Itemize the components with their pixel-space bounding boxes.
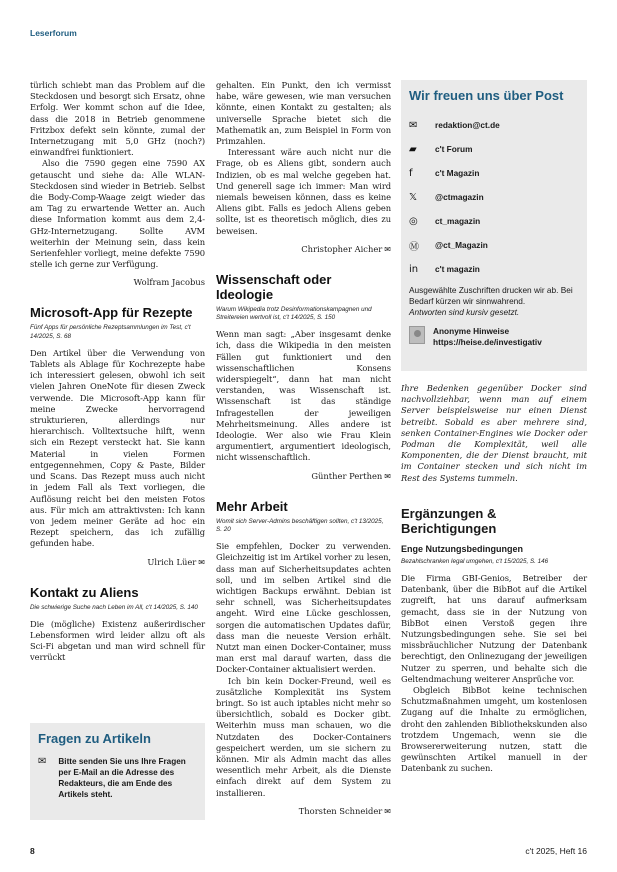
paragraph: gehalten. Ein Punkt, den ich vermisst habe, wäre gewesen, wie man versuchen könnte, einen Kontakt zu gestalten; als universelle Sprache bietet sich die Mathematik an, zum Beispiel in Form von Primzahlen.: [216, 80, 391, 147]
envelope-icon[interactable]: ✉: [198, 557, 205, 567]
signature: Thorsten Schneider ✉: [298, 805, 391, 816]
issue-label: c't 2025, Heft 16: [525, 846, 587, 856]
anonymous-link[interactable]: https://heise.de/investigativ: [433, 337, 542, 347]
letter-body: [216, 541, 391, 799]
contact-box: [401, 80, 587, 371]
questions-box: [30, 723, 205, 820]
signature: Ulrich Lüer ✉: [147, 556, 205, 567]
paragraph: Interessant wäre auch nicht nur die Frage, ob es Aliens gibt, sondern auch Indizien, ob es mal welche gegeben hat. Und generell sage ich immer: Man wird niemals beweisen können, dass es keine Aliens gibt. Falls es jedoch Aliens geben sollte, ist es theoretisch möglich, dies zu beweisen.: [216, 147, 391, 236]
signature: Günther Perthen ✉: [311, 470, 391, 481]
contact-facebook[interactable]: f c't Magazin: [409, 167, 480, 179]
anonymous-icon: [409, 326, 425, 344]
envelope-icon[interactable]: ✉: [384, 471, 391, 481]
paragraph: türlich schiebt man das Problem auf die Steckdosen und besorgt sich Ersatz, ohne Erfolg. Wer kommt schon auf die Idee, dass die 2018 in Betrieb genommene Fritzbox defekt sein könnte, zumal der Internetzugang mit 5,0 GHz (noch?) einwandfrei funktioniert.: [30, 80, 205, 158]
anonymous-tips[interactable]: Anonyme Hinweise https://heise.de/investigativ: [409, 326, 579, 348]
letter-reference: Die schwierige Suche nach Leben im All, c't 14/2025, S. 140: [30, 603, 198, 611]
linkedin-icon: in: [409, 263, 419, 275]
letter-body: [30, 348, 205, 550]
paragraph: Ich bin kein Docker-Freund, weil es zusätzliche Komplexität ins System bringt. So ist auch iptables nicht mehr so übersichtlich, sobald es Docker gibt. Weiterhin muss man schauen, wo die Nutzdaten des Docker-Containers gespeichert werden, um sie sichern zu können. Mir als Admin macht das alles wesentlich mehr Arbeit, als die Dienste einfach direkt auf dem System zu installieren.: [216, 675, 391, 798]
section-label: Leserforum: [30, 28, 77, 38]
editor-reply: Ihre Bedenken gegenüber Docker sind nachvollziehbar, wenn man auf einem Server beispielsweise nur einen Dienst betreibt. Sobald es aber mehrere sind, senken Container-Engines wie Docker oder Podman die Komplexität, weil alle Komponenten, die der Dienst braucht, mit im Container stecken und sich nicht im Rest des Systems tummeln.: [401, 383, 587, 483]
contact-box-title: Wir freuen uns über Post: [409, 88, 564, 103]
paragraph: Also die 7590 gegen eine 7590 AX getauscht und siehe da: Alle WLAN-Steckdosen sind wieder in Betrieb. Selbst die Body-Comp-Waage zeigt wieder das am Tag zu erwartende Wetter an. Auch diese Information kommt aus dem 2,4-GHz-Internetzugang. Sollte AVM weiterhin der Meinung sein, dass kein Serienfehler vorliegt, meine defekte 7590 stelle ich gerne zur Verfügung.: [30, 158, 205, 270]
contact-email[interactable]: ✉ redaktion@ct.de: [409, 119, 500, 131]
x-icon: 𝕏: [409, 191, 418, 203]
column-1: [30, 80, 205, 664]
contact-mastodon[interactable]: Ⓜ @ct_Magazin: [409, 233, 579, 257]
envelope-icon: ✉: [38, 756, 47, 767]
contact-instagram[interactable]: ◎ ct_magazin: [409, 215, 481, 227]
paragraph: Wenn man sagt: „Aber insgesamt denke ich, dass die Wikipedia in den meisten Fällen gut funktioniert und den wissenschaftlichen Konsens widerspiegelt“, dann hat man nicht verstanden, was Wissenschaft ist. Wissenschaft ist das ständige Infragestellen der jeweiligen Mehrheitsmeinung. Alles andere ist Ideologie. Wer also wie Frau Klein argumentiert, argumentiert ideologisch, nicht wissenschaftlich.: [216, 329, 391, 463]
letter-intro-body: [30, 80, 205, 270]
column-2: [216, 80, 391, 816]
corrections-title: Ergänzungen & Berichtigungen: [401, 505, 497, 536]
column-3: [401, 80, 587, 775]
correction-title: Enge Nutzungsbedingungen: [401, 543, 523, 554]
correction-body: [401, 573, 587, 775]
letter-reference: Warum Wikipedia trotz Desinformationskampagnen und Streitereien wertvoll ist, c't 14/2025, S. 150: [216, 305, 372, 322]
letter-title: Microsoft-App für Rezepte: [30, 305, 193, 321]
forum-icon: ▰: [409, 143, 417, 155]
questions-box-title: Fragen zu Artikeln: [38, 731, 151, 746]
paragraph: Die (mögliche) Existenz außerirdischer Lebensformen wird leider allzu oft als Sci-Fi abgetan und man wird schnell für verrückt: [30, 618, 205, 663]
letter-body: [216, 329, 391, 463]
letter-title: Kontakt zu Aliens: [30, 584, 139, 600]
envelope-icon[interactable]: ✉: [384, 806, 391, 816]
letter-body: [30, 619, 205, 664]
page-number: 8: [30, 846, 35, 856]
paragraph: Sie empfehlen, Docker zu verwenden. Gleichzeitig ist im Artikel vorher zu lesen, dass man auf Sicherheitsupdates achten soll, und im selben Artikel sind die wichtigen Backups erwähnt. Debian ist sehr schnell, was Sicherheitsupdates angeht. Wird eine Lücke geschlossen, sorgen die automatischen Updates dafür, dass man die neueste Version erhält. Nutzt man einen Docker-Container, muss man erst mal darauf warten, dass die Docker-Container aktualisiert werden.: [216, 541, 391, 675]
letter-title: Mehr Arbeit: [216, 498, 288, 514]
facebook-icon: f: [409, 167, 413, 179]
signature: Christopher Aicher ✉: [301, 243, 391, 254]
letter-reference: Fünf Apps für persönliche Rezeptsammlungen im Test, c't 14/2025, S. 68: [30, 324, 191, 340]
letter-reference: Womit sich Server-Admins beschäftigen sollten, c't 13/2025, S. 20: [216, 517, 384, 533]
envelope-icon: ✉: [409, 119, 418, 131]
paragraph: Die Firma GBI-Genios, Betreiber der Datenbank, über die BibBot auf die Artikel zugreift, hat uns darauf aufmerksam gemacht, dass sie in der Nutzung von BibBot einen Verstoß gegen ihre Nutzungsbedingungen sehe. Sie sei bei missbräuchlicher Nutzung der Datenbank berechtigt, den Onlinezugang der jeweiligen Nutzer zu sperren, und behalte sich die Geltendmachung weiterer Ansprüche vor.: [401, 573, 587, 684]
envelope-icon[interactable]: ✉: [384, 244, 391, 254]
mastodon-icon: Ⓜ: [409, 241, 419, 253]
contact-forum[interactable]: ▰ c't Forum: [409, 143, 473, 155]
signature: Wolfram Jacobus: [133, 277, 205, 288]
correction-reference: Bezahlschranken legal umgehen, c't 15/2025, S. 146: [401, 557, 549, 565]
letter-title: Wissenschaft oder Ideologie: [216, 271, 332, 302]
contact-box-note: Ausgewählte Zuschriften drucken wir ab. Bei Bedarf kürzen wir sinnwahrend. Antworten sind kursiv gesetzt.: [409, 285, 573, 317]
instagram-icon: ◎: [409, 215, 418, 227]
questions-box-text: Bitte senden Sie uns Ihre Fragen per E-Mail an die Adresse des Redakteurs, die am Ende des Artikels steht.: [58, 757, 186, 799]
letter-body: [216, 80, 391, 237]
contact-linkedin[interactable]: in c't magazin: [409, 263, 480, 275]
paragraph: Obgleich BibBot keine technischen Schutzmaßnahmen umgeht, um kostenlosen Zugang auf die Inhalte zu ermöglichen, droht den zahlenden Bibliothekskunden also trotzdem Ungemach, wenn sie die Browsererweiterung nutzen, statt die gewünschten Artikel manuell in der Datenbank zu suchen.: [401, 685, 587, 774]
contact-x[interactable]: 𝕏 @ctmagazin: [409, 191, 484, 203]
paragraph: Den Artikel über die Verwendung von Tablets als Ablage für Kochrezepte habe ich interessiert gelesen, obwohl ich seit vielen Jahren OneNote für diesen Zweck verwende. Die Microsoft-App kann für meine Zwecke hervorragend strukturieren, allerdings nur hierarchisch. Volltextsuche hilft, wenn sich ein Rezept versteckt hat. Sie kann Material in vielen Formen entgegennehmen, Copy & Paste, Bilder und Scans. Das Rezept muss auch nicht in jedem Fall als Text vorliegen, die Auflösung reicht bei den meisten Fotos aus. Für mich am attraktivsten: Ich kann von jedem meiner Geräte ad hoc ein Rezept speichern, das ich zufällig gefunden habe.: [30, 347, 205, 549]
